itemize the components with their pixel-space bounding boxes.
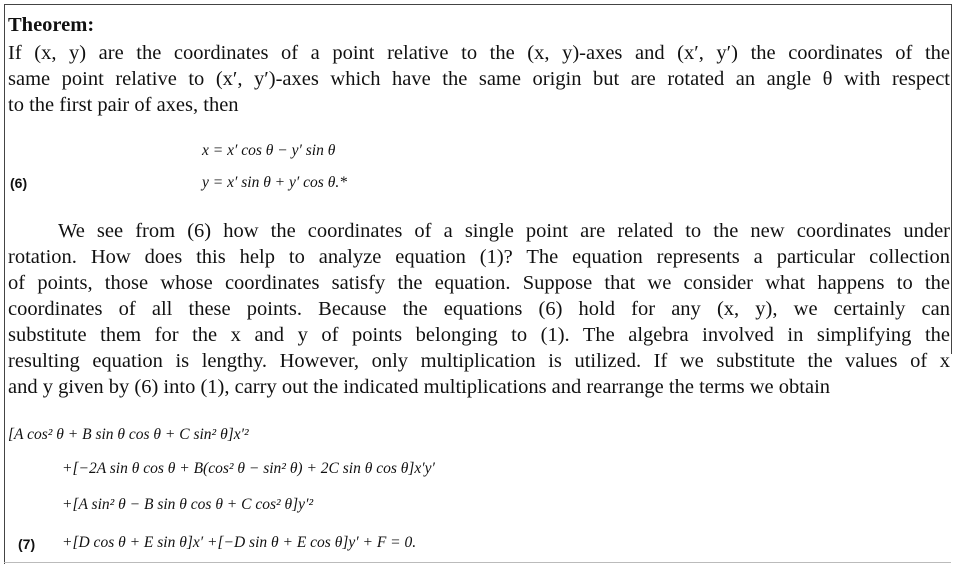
frame-right-border [951,5,952,354]
theorem-line-1: If (x, y) are the coordinates of a point relative to the (x, y)-axes and (x′, y′) the coordinates of the [8,42,950,64]
equation-6-line-2: y = x′ sin θ + y′ cos θ.* [202,174,347,191]
equation-7-label: (7) [18,536,36,552]
theorem-line-2: same point relative to (x′, y′)-axes which have the same origin but are rotated an angle θ with respect [8,68,950,90]
theorem-line-3: to the first pair of axes, then [8,94,239,116]
paragraph-line-4: coordinates of all these points. Because the equations (6) hold for any (x, y), we certainly can [8,298,950,320]
paragraph-line-3: of points, those whose coordinates satisfy the equation. Suppose that we consider what happens to the [8,272,950,294]
paragraph-line-5: substitute them for the x and y of points belonging to (1). The algebra involved in simplifying the [8,324,950,346]
equation-7-line-1: [A cos² θ + B sin θ cos θ + C sin² θ]x′² [8,426,249,443]
paragraph-line-7: and y given by (6) into (1), carry out the indicated multiplications and rearrange the terms we obtain [8,376,831,398]
equation-7-line-2: +[−2A sin θ cos θ + B(cos² θ − sin² θ) + 2C sin θ cos θ]x′y′ [62,460,435,477]
theorem-title: Theorem: [8,14,95,36]
equation-7-line-4: +[D cos θ + E sin θ]x′ +[−D sin θ + E cos θ]y′ + F = 0. [62,534,417,551]
paragraph-line-2: rotation. How does this help to analyze equation (1)? The equation represents a particular collection [8,246,950,268]
paragraph-line-6: resulting equation is lengthy. However, only multiplication is utilized. If we substitute the values of x [8,350,950,372]
equation-6-label: (6) [10,175,28,191]
bottom-rule [4,562,951,563]
equation-6-line-1: x = x′ cos θ − y′ sin θ [202,142,336,159]
equation-7-line-3: +[A sin² θ − B sin θ cos θ + C cos² θ]y′² [62,496,314,513]
paragraph-line-1: We see from (6) how the coordinates of a single point are related to the new coordinates under [58,220,950,242]
